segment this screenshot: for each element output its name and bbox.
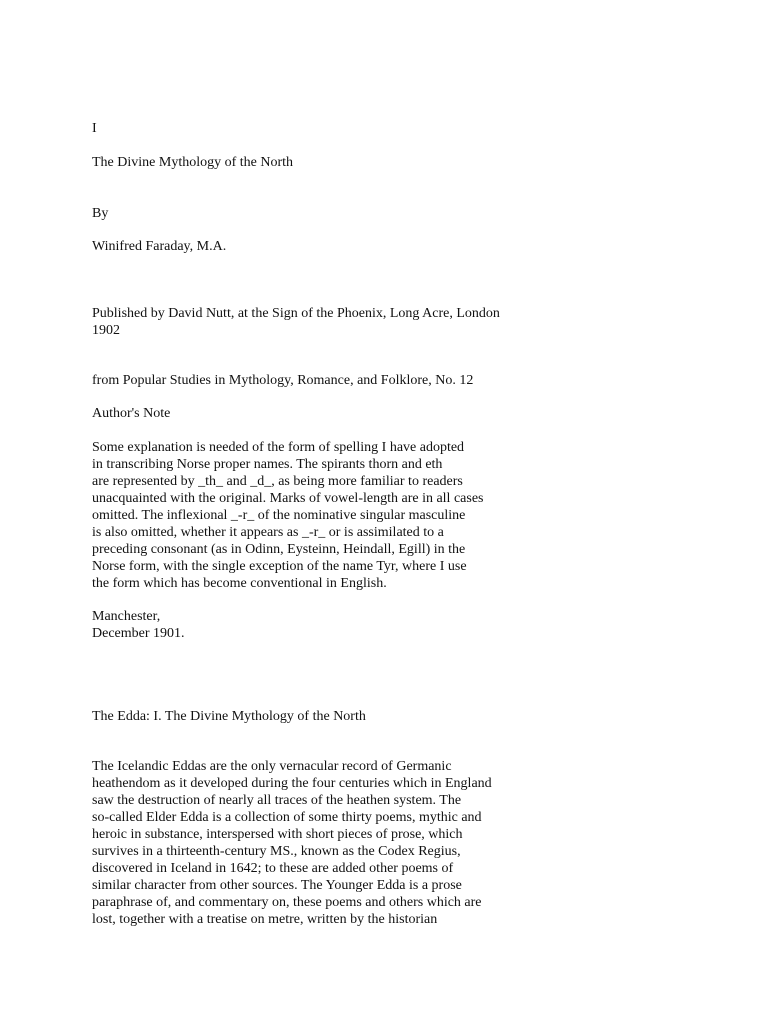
- by-line: By: [92, 206, 109, 221]
- note-line: are represented by _th_ and _d_, as being more familiar to readers: [92, 474, 463, 489]
- publisher-year: 1902: [92, 323, 120, 338]
- chapter-line: similar character from other sources. The Younger Edda is a prose: [92, 878, 462, 893]
- chapter-line: heroic in substance, interspersed with short pieces of prose, which: [92, 827, 463, 842]
- authors-note-body: [92, 439, 484, 592]
- book-title: The Divine Mythology of the North: [92, 155, 294, 170]
- chapter-line: survives in a thirteenth-century MS., known as the Codex Regius,: [92, 844, 461, 859]
- note-line: in transcribing Norse proper names. The spirants thorn and eth: [92, 457, 443, 472]
- publisher-line: Published by David Nutt, at the Sign of the Phoenix, Long Acre, London: [92, 306, 500, 321]
- signature-place: Manchester,: [92, 609, 161, 624]
- chapter-line: heathendom as it developed during the four centuries which in England: [92, 776, 492, 791]
- note-line: Norse form, with the single exception of the name Tyr, where I use: [92, 559, 467, 574]
- note-line: is also omitted, whether it appears as _-r_ or is assimilated to a: [92, 525, 444, 540]
- part-number: I: [92, 121, 97, 136]
- chapter-line: saw the destruction of nearly all traces of the heathen system. The: [92, 793, 462, 808]
- note-line: Some explanation is needed of the form of spelling I have adopted: [92, 440, 465, 455]
- note-signature: [92, 608, 185, 642]
- note-line: omitted. The inflexional _-r_ of the nominative singular masculine: [92, 508, 466, 523]
- chapter-heading: The Edda: I. The Divine Mythology of the North: [92, 709, 366, 724]
- chapter-line: so-called Elder Edda is a collection of some thirty poems, mythic and: [92, 810, 482, 825]
- note-line: preceding consonant (as in Odinn, Eysteinn, Heindall, Egill) in the: [92, 542, 466, 557]
- chapter-line: discovered in Iceland in 1642; to these are added other poems of: [92, 861, 454, 876]
- chapter-line: The Icelandic Eddas are the only vernacular record of Germanic: [92, 759, 452, 774]
- series-line: from Popular Studies in Mythology, Romance, and Folklore, No. 12: [92, 373, 474, 388]
- author-name: Winifred Faraday, M.A.: [92, 239, 227, 254]
- publisher-info: [92, 305, 500, 339]
- signature-date: December 1901.: [92, 626, 185, 641]
- chapter-body: [92, 758, 492, 928]
- note-line: unacquainted with the original. Marks of vowel-length are in all cases: [92, 491, 484, 506]
- chapter-line: paraphrase of, and commentary on, these poems and others which are: [92, 895, 482, 910]
- note-line: the form which has become conventional in English.: [92, 576, 387, 591]
- authors-note-heading: Author's Note: [92, 406, 171, 421]
- chapter-line: lost, together with a treatise on metre, written by the historian: [92, 912, 438, 927]
